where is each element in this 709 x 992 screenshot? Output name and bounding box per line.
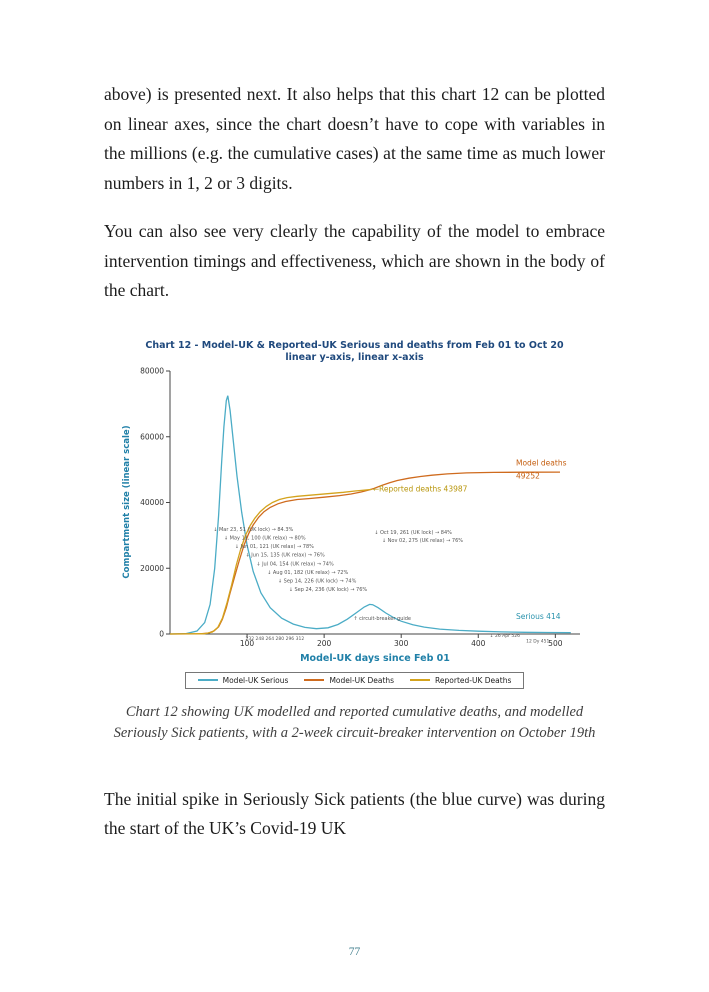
y-tick-label: 20000 [139,563,164,573]
chart-annotation: 49252 [515,471,540,480]
y-axis-ticks [140,366,170,638]
legend-swatch-model-deaths-line [304,679,324,681]
y-tick-label: 40000 [139,497,164,507]
paragraph-3: The initial spike in Seriously Sick patients (the blue curve) was during the start of the UK’s Covid-19 UK [104,788,605,838]
chart-annotation: 12 Dy 451 [525,639,549,644]
chart-annotation: ↓ Mar 23, 51 (UK lock) → 84.3% [212,526,293,533]
chart-annotation: ↓ Sep 24, 236 (UK lock) → 76% [288,586,367,593]
series-line [170,472,560,634]
series-line [170,395,571,633]
y-axis-label: Compartment size (linear scale) [121,424,132,579]
chart-annotation: ↓ Nov 02, 275 (UK relax) → 76% [381,537,463,544]
chart-annotation: ↓ Oct 19, 261 (UK lock) → 84% [373,529,452,536]
legend-label-model-deaths: Model-UK Deaths [329,675,395,685]
y-tick-label: 60000 [139,431,164,441]
x-axis-label: Model-UK days since Feb 01 [299,652,450,664]
chart-annotations [213,458,566,644]
paragraph-1: above) is presented next. It also helps that this chart 12 can be plotted on linear axes, since the chart doesn’t have to cope with variables in the millions (e.g. the cumulative cases) at the same time as much lower numbers in 1, 2 or 3 digits. [104,84,605,193]
chart-annotation: 232 248 264 280 296 312 [245,636,304,642]
chart-annotation: ↓ 26 Apr 526 [489,633,520,639]
chart-annotation: Model deaths [515,458,566,468]
chart-annotation: Serious 414 [515,611,560,621]
legend-item-model-deaths [304,676,394,685]
chart-annotation: ↓ Aug 01, 182 (UK relax) → 72% [266,569,348,576]
chart-annotation: ↓ Jun 01, 121 (UK relax) → 78% [234,543,314,550]
legend-item-reported-deaths [410,676,511,685]
chart-caption: Chart 12 showing UK modelled and reported cumulative deaths, and modelled Seriously Sick patients, with a 2-week circuit-breaker intervention on October 19th [113,703,596,741]
x-tick-label: 200 [316,638,331,648]
legend-label-serious: Model-UK Serious [222,675,289,685]
y-tick-label: 80000 [139,366,164,376]
page-number: 77 [348,946,361,958]
chart-svg [115,365,595,665]
x-tick-label: 100 [239,638,254,648]
chart-series [170,395,571,633]
legend-swatch-serious-line [198,679,218,681]
chart-annotation: ↓ Jul 04, 154 (UK relax) → 74% [255,560,334,567]
chart-annotation: ↓ May 11, 100 (UK relax) → 80% [223,535,306,542]
x-tick-label: 300 [393,638,408,648]
chart-axes [170,371,580,634]
x-tick-label: 500 [547,638,563,648]
legend-label-reported-deaths: Reported-UK Deaths [435,675,512,685]
legend-item-serious [198,676,289,685]
y-tick-label: 0 [158,629,164,639]
paragraph-2: You can also see very clearly the capability of the model to embrace intervention timings and effectiveness, which are shown in the body of the chart. [104,221,605,300]
chart-annotation: ↓ Jun 15, 135 (UK relax) → 76% [245,552,325,559]
chart-annotation: ↓ Sep 14, 226 (UK lock) → 74% [277,577,356,584]
chart-legend [185,672,525,689]
chart-annotation: ←Reported deaths 43987 [372,483,467,493]
legend-swatch-reported-deaths-line [410,679,430,681]
chart-annotation: ↑ circuit-breaker guide [352,615,411,622]
x-tick-label: 400 [470,638,485,648]
chart-subtitle: linear y-axis, linear x-axis [285,351,424,363]
chart-figure [115,340,595,689]
chart-title: Chart 12 - Model-UK & Reported-UK Serious and deaths from Feb 01 to Oct 20 [145,339,564,351]
